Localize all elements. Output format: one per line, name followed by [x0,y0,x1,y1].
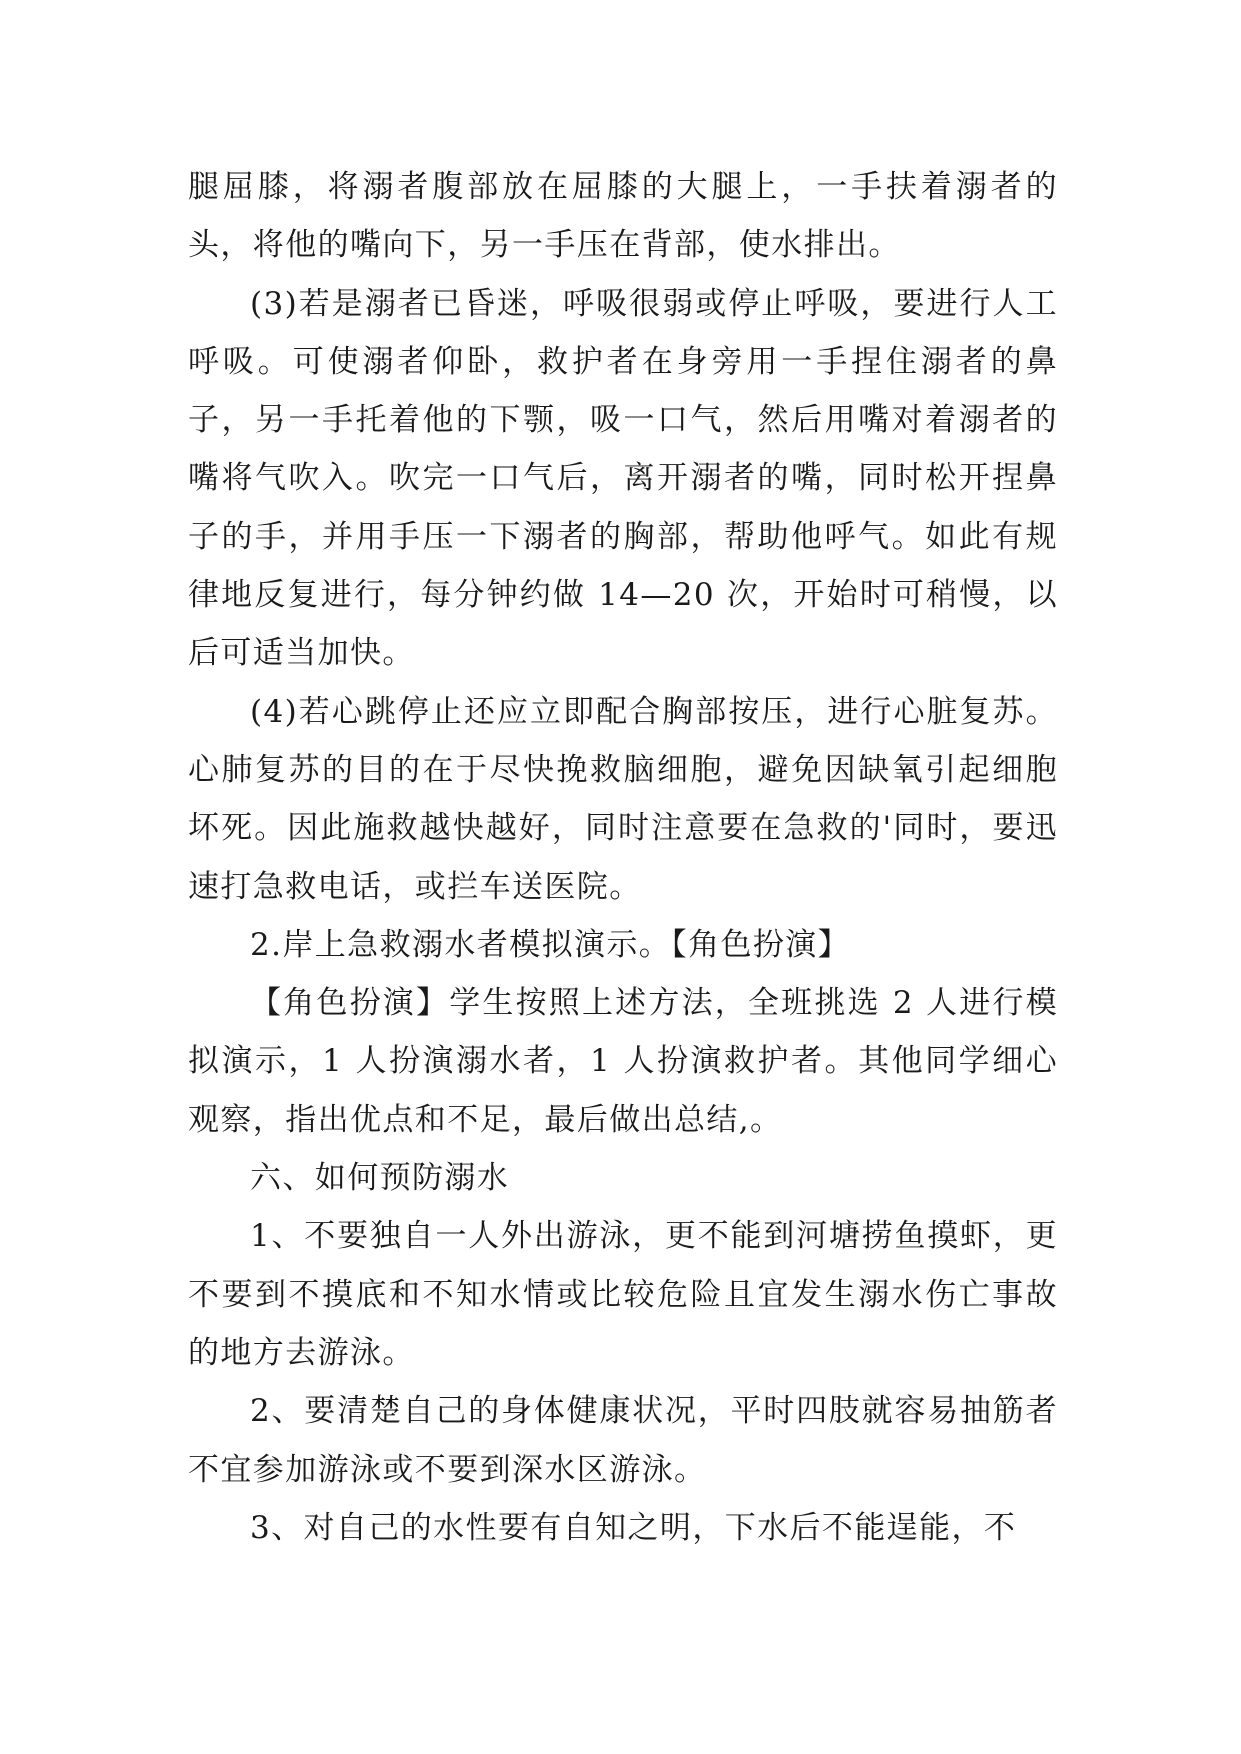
paragraph-cpr: (4)若心跳停止还应立即配合胸部按压，进行心脏复苏。心肺复苏的目的在于尽快挽救脑细胞，避免因缺氧引起细胞坏死。因此施救越快越好，同时注意要在急救的'同时，要迅速打急救电话，或拦车送医院。 [188,693,1058,905]
paragraph-prevention-1: 1、不要独自一人外出游泳，更不能到河塘捞鱼摸虾，更不要到不摸底和不知水情或比较危险且宜发生溺水伤亡事故的地方去游泳。 [188,1218,1058,1371]
paragraph-role-play: 【角色扮演】学生按照上述方法，全班挑选 2 人进行模拟演示，1 人扮演溺水者，1 人扮演救护者。其他同学细心观察，指出优点和不足，最后做出总结,。 [188,985,1058,1138]
paragraph-artificial-respiration: (3)若是溺者已昏迷，呼吸很弱或停止呼吸，要进行人工呼吸。可使溺者仰卧，救护者在身旁用一手捏住溺者的鼻子，另一手托着他的下颚，吸一口气，然后用嘴对着溺者的嘴将气吹入。吹完一口气后，离开溺者的嘴，同时松开捏鼻子的手，并用手压一下溺者的胸部，帮助他呼气。如此有规律地反复进行，每分钟约做 14—20 次，开始时可稍慢，以后可适当加快。 [188,285,1058,672]
paragraph-prevention-3: 3、对自己的水性要有自知之明，下水后不能逞能，不 [250,1509,1017,1546]
paragraph-continuation: 腿屈膝，将溺者腹部放在屈膝的大腿上，一手扶着溺者的头，将他的嘴向下，另一手压在背部，使水排出。 [188,169,1058,264]
document-body [188,158,1058,1557]
paragraph-demo-heading: 2.岸上急救溺水者模拟演示。【角色扮演】 [250,926,851,963]
paragraph-prevention-2: 2、要清楚自己的身体健康状况，平时四肢就容易抽筋者不宜参加游泳或不要到深水区游泳。 [188,1393,1058,1488]
section-heading-prevention: 六、如何预防溺水 [250,1160,510,1197]
